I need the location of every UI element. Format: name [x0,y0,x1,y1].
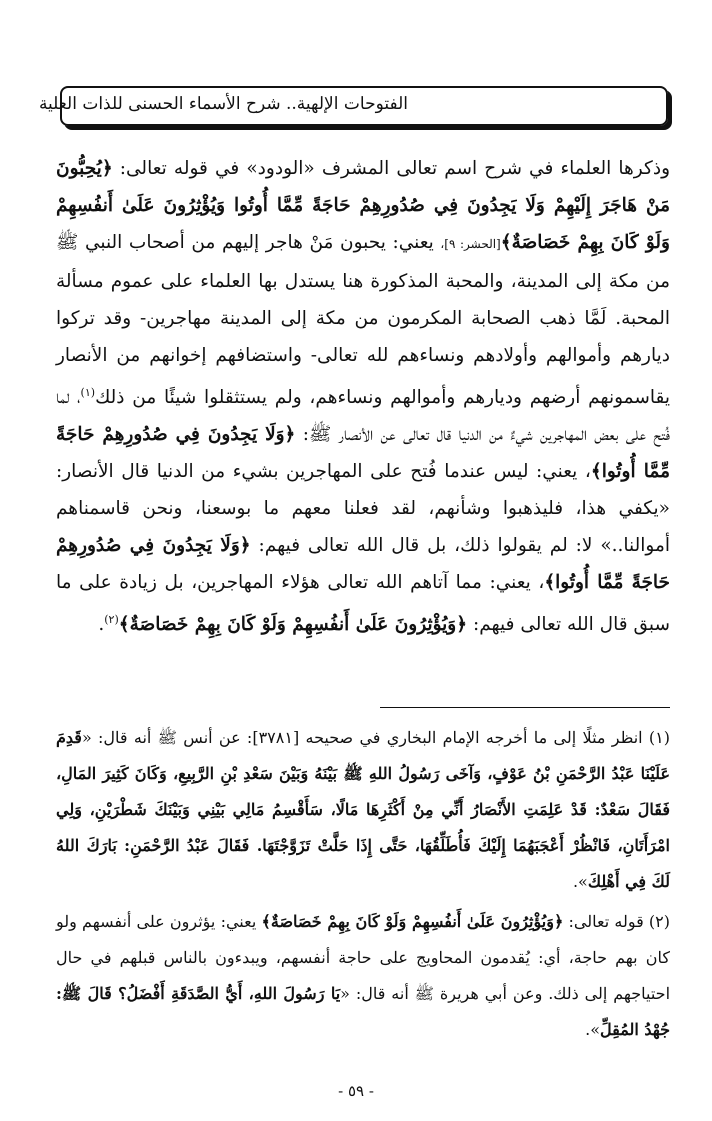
text-segment: . [98,614,105,636]
main-paragraph [56,150,670,643]
text-segment: ، لما فُتح على بعض المهاجرين شيءٌ من الدنيا قال تعالى عن الأنصار ﷺ: [56,387,670,446]
running-header [38,86,668,126]
hadith-quote: قَدِمَ عَلَيْنَا عَبْدُ الرَّحْمَنِ بْنُ عَوْفٍ، وَآخَى رَسُولُ اللهِ ﷺ بَيْنَهُ وَبَيْنَ سَعْدِ بْنِ الرَّبِيعِ، وَكَانَ كَثِيرَ المَالِ، فَقَالَ سَعْدٌ: قَدْ عَلِمَتِ الأَنْصَارُ أَنِّي مِنْ أَكْثَرِهَا مَالًا، سَأَقْسِمُ مَالِي بَيْنِي وَبَيْنَكَ شَطْرَيْنِ، وَلِي امْرَأَتَانِ، فَانْظُرْ أَعْجَبَهُمَا إِلَيْكَ فَأُطَلِّقُهَا، حَتَّى إِذَا حَلَّتْ تَزَوَّجْتَهَا. فَقَالَ عَبْدُ الرَّحْمَنِ: بَارَكَ اللهُ لَكَ فِي أَهْلِكَ [56,728,670,891]
quran-quote: ﴿وَيُؤْثِرُونَ عَلَىٰ أَنفُسِهِمْ وَلَوْ كَانَ بِهِمْ خَصَاصَةٌ﴾ [118,614,468,636]
footnote-marker: (١) [80,386,96,399]
quran-quote: ﴿وَيُؤْثِرُونَ عَلَىٰ أَنفُسِهِمْ وَلَوْ كَانَ بِهِمْ خَصَاصَةٌ﴾ [261,912,564,931]
text-segment: ، يعني: مما آتاهم الله تعالى هؤلاء المهاجرين، بل زيادة على ما سبق قال الله تعالى فيهم: [56,572,670,636]
quran-quote: ﴿يُحِبُّونَ مَنْ هَاجَرَ إِلَيْهِمْ وَلَا يَجِدُونَ فِي صُدُورِهِمْ حَاجَةً مِّمَّا أُوتُوا وَيُؤْثِرُونَ عَلَىٰ أَنفُسِهِمْ وَلَوْ كَانَ بِهِمْ خَصَاصَةٌ﴾ [56,158,670,253]
quran-quote: ﴿وَلَا يَجِدُونَ فِي صُدُورِهِمْ حَاجَةً مِّمَّا أُوتُوا﴾ [56,424,670,483]
footnote-1 [56,720,670,900]
text-segment: وذكرها العلماء في شرح اسم تعالى المشرف «الودود» في قوله تعالى: [112,158,670,179]
footnote-marker: (٢) [104,613,119,627]
hadith-quote: يَا رَسُولَ اللهِ، أَيُّ الصَّدَقَةِ أَفْضَلُ؟ قَالَ ﷺ: جُهْدُ المُقِلِّ [56,984,670,1039]
text-segment: ، يعني: ليس عندما فُتح على المهاجرين بشيء من الدنيا قال الأنصار: «يكفي هذا، فليذهبوا وشأنهم، لقد فعلنا معهم ما بوسعنا، ونحن قاسمناهم أموالنا..» لا: لم يقولوا ذلك، بل قال الله تعالى فيهم: [56,461,670,557]
footnote-separator [380,707,670,708]
footnote-text: ». [572,872,588,891]
page-number: - ٥٩ - [338,1082,374,1100]
footnotes [56,720,670,1052]
footnote-text: (٢) قوله تعالى: [563,912,671,931]
text-segment: يعني: يحبون مَنْ هاجر إليهم من أصحاب النبي ﷺ من مكة إلى المدينة، والمحبة المذكورة هنا يستدل بها العلماء على عموم مسألة المحبة. لَمَّا ذهب الصحابة المكرمون من مكة إلى المدينة مهاجرين- وقد تركوا ديارهم وأموالهم وأولادهم ونساءهم لله تعالى- واستضافهم إخوانهم من الأنصار يقاسمونهم أرضهم وديارهم وأموالهم ونساءهم، ولم يستثقلوا شيئًا من ذلك [56,232,670,409]
footnote-text: ». [585,1020,600,1039]
quran-quote: ﴿وَلَا يَجِدُونَ فِي صُدُورِهِمْ حَاجَةً مِّمَّا أُوتُوا﴾ [56,535,670,594]
header-title: الفتوحات الإلهية.. شرح الأسماء الحسنى للذات العلية [38,94,408,114]
footnote-text: يعني: يؤثرون على أنفسهم ولو كان بهم حاجة، أي: يُقدمون المحاويج على حاجة أنفسهم، ويبدءون بالناس قبلهم في حال احتياجهم إلى ذلك. وعن أبي هريرة ﷺ أنه قال: « [56,912,671,1003]
footnote-text: (١) انظر مثلًا إلى ما أخرجه الإمام البخاري في صحيحه [٣٧٨١]: عن أنس ﷺ أنه قال: « [81,728,671,747]
footnote-2 [56,904,670,1048]
main-text [56,150,670,643]
verse-reference: [الحشر: ٩]، [440,237,501,251]
